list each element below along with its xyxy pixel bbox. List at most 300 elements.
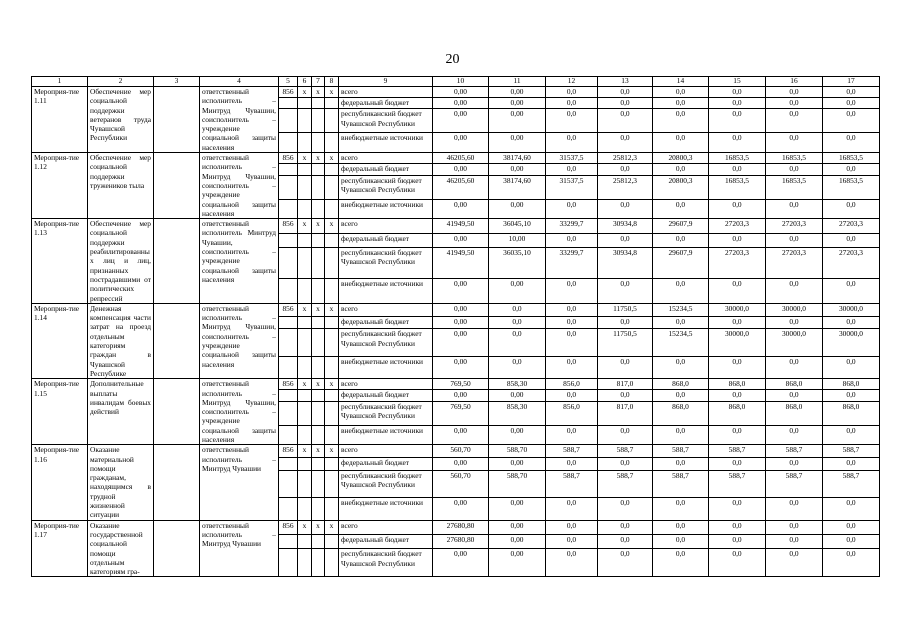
amount-cell: 41949,50	[433, 247, 489, 278]
amount-cell: 0,00	[433, 109, 489, 133]
amount-cell: 30000,0	[823, 303, 880, 316]
amount-cell: 46205,60	[433, 175, 489, 199]
amount-cell: 560,70	[433, 445, 489, 458]
amount-cell: 0,0	[766, 458, 823, 471]
amount-cell: 769,50	[433, 401, 489, 425]
empty-cell	[325, 164, 339, 175]
amount-cell: 0,0	[653, 278, 709, 303]
empty-cell	[154, 520, 200, 577]
amount-cell: 0,00	[489, 87, 546, 98]
amount-cell: 0,0	[598, 109, 653, 133]
funding-source: федеральный бюджет	[339, 458, 433, 471]
empty-cell	[279, 233, 298, 247]
amount-cell: 0,00	[489, 278, 546, 303]
amount-cell: 0,00	[433, 278, 489, 303]
amount-cell: 588,7	[546, 445, 598, 458]
empty-cell	[298, 98, 312, 109]
empty-cell	[312, 175, 325, 199]
amount-cell: 856,0	[546, 379, 598, 390]
amount-cell: 16853,5	[823, 153, 880, 164]
activity-id: Мероприя-тие 1.15	[32, 379, 88, 445]
empty-cell	[312, 470, 325, 497]
amount-cell: 0,0	[598, 498, 653, 520]
empty-cell	[279, 458, 298, 471]
amount-cell: 16853,5	[766, 153, 823, 164]
empty-cell	[325, 199, 339, 219]
amount-cell: 588,7	[546, 470, 598, 497]
amount-cell: 46205,60	[433, 153, 489, 164]
amount-cell: 588,7	[598, 470, 653, 497]
amount-cell: 27680,80	[433, 520, 489, 534]
amount-cell: 15234,5	[653, 303, 709, 316]
amount-cell: 588,7	[766, 470, 823, 497]
amount-cell: 11750,5	[598, 303, 653, 316]
amount-cell: 0,00	[489, 133, 546, 153]
amount-cell: 0,00	[433, 164, 489, 175]
amount-cell: 0,0	[546, 133, 598, 153]
funding-source: внебюджетные источники	[339, 498, 433, 520]
activity-name: Оказание материальной помощи гражданам, находящимся в трудной жизненной ситуации	[88, 445, 154, 520]
funding-source: республиканский бюджет Чувашской Республики	[339, 247, 433, 278]
amount-cell: 0,0	[709, 109, 766, 133]
empty-cell	[279, 199, 298, 219]
amount-cell: 0,0	[598, 390, 653, 401]
amount-cell: 0,0	[546, 199, 598, 219]
header-row	[32, 77, 880, 87]
x-mark: x	[312, 379, 325, 390]
empty-cell	[312, 109, 325, 133]
funding-source: всего	[339, 520, 433, 534]
amount-cell: 0,0	[823, 498, 880, 520]
empty-cell	[312, 133, 325, 153]
empty-cell	[325, 329, 339, 356]
amount-cell: 27203,3	[823, 219, 880, 233]
funding-source: федеральный бюджет	[339, 535, 433, 549]
amount-cell: 0,0	[546, 535, 598, 549]
column-header-11: 11	[489, 77, 546, 87]
activity-id: Мероприя-тие 1.11	[32, 87, 88, 153]
amount-cell: 0,0	[598, 98, 653, 109]
budget-code: 856	[279, 87, 298, 98]
empty-cell	[279, 109, 298, 133]
amount-cell: 31537,5	[546, 153, 598, 164]
amount-cell: 858,30	[489, 379, 546, 390]
empty-cell	[325, 98, 339, 109]
x-mark: x	[298, 219, 312, 233]
amount-cell: 0,0	[546, 425, 598, 445]
amount-cell: 0,0	[546, 520, 598, 534]
amount-cell: 769,50	[433, 379, 489, 390]
x-mark: x	[298, 303, 312, 316]
empty-cell	[279, 535, 298, 549]
amount-cell: 0,0	[766, 199, 823, 219]
funding-source: республиканский бюджет Чувашской Республики	[339, 549, 433, 577]
column-header-14: 14	[653, 77, 709, 87]
amount-cell: 0,0	[598, 278, 653, 303]
amount-cell: 0,0	[598, 458, 653, 471]
amount-cell: 0,0	[598, 87, 653, 98]
amount-cell: 0,0	[653, 535, 709, 549]
amount-cell: 20800,3	[653, 153, 709, 164]
amount-cell: 0,0	[766, 549, 823, 577]
empty-cell	[298, 329, 312, 356]
empty-cell	[325, 425, 339, 445]
amount-cell: 0,0	[546, 329, 598, 356]
amount-cell: 0,0	[653, 498, 709, 520]
amount-cell: 0,0	[766, 356, 823, 378]
amount-cell: 0,0	[766, 133, 823, 153]
amount-cell: 0,0	[766, 520, 823, 534]
amount-cell: 0,0	[709, 356, 766, 378]
amount-cell: 27203,3	[709, 247, 766, 278]
amount-cell: 30934,8	[598, 219, 653, 233]
empty-cell	[154, 87, 200, 153]
amount-cell: 0,0	[709, 199, 766, 219]
executor: ответственный исполнитель – Минтруд Чувашии, соисполнитель – учреждение социальной защиты населения	[200, 379, 279, 445]
amount-cell: 0,0	[546, 164, 598, 175]
amount-cell: 0,0	[709, 549, 766, 577]
x-mark: x	[312, 153, 325, 164]
amount-cell: 0,0	[598, 535, 653, 549]
executor: ответственный исполнитель – Минтруд Чувашии	[200, 445, 279, 520]
amount-cell: 0,0	[823, 133, 880, 153]
amount-cell: 0,0	[766, 316, 823, 329]
empty-cell	[298, 425, 312, 445]
column-header-7: 7	[312, 77, 325, 87]
amount-cell: 0,00	[433, 87, 489, 98]
column-header-17: 17	[823, 77, 880, 87]
amount-cell: 588,7	[709, 470, 766, 497]
empty-cell	[279, 498, 298, 520]
empty-cell	[298, 233, 312, 247]
amount-cell: 588,7	[709, 445, 766, 458]
amount-cell: 868,0	[823, 379, 880, 390]
funding-source: федеральный бюджет	[339, 316, 433, 329]
empty-cell	[325, 470, 339, 497]
activity-name: Денежная компенсация части затрат на проезд отдельным категориям граждан в Чувашской Республике	[88, 303, 154, 378]
amount-cell: 0,0	[653, 164, 709, 175]
amount-cell: 0,0	[709, 278, 766, 303]
activity-name: Дополнительные выплаты инвалидам боевых действий	[88, 379, 154, 445]
empty-cell	[298, 549, 312, 577]
table-row	[32, 379, 880, 390]
empty-cell	[298, 278, 312, 303]
empty-cell	[325, 175, 339, 199]
amount-cell: 36035,10	[489, 247, 546, 278]
column-header-4: 4	[200, 77, 279, 87]
budget-code: 856	[279, 379, 298, 390]
empty-cell	[298, 175, 312, 199]
amount-cell: 29607,9	[653, 219, 709, 233]
x-mark: x	[325, 153, 339, 164]
amount-cell: 0,0	[546, 356, 598, 378]
empty-cell	[298, 109, 312, 133]
column-header-13: 13	[598, 77, 653, 87]
funding-source: всего	[339, 219, 433, 233]
x-mark: x	[298, 87, 312, 98]
funding-source: всего	[339, 445, 433, 458]
amount-cell: 0,0	[598, 233, 653, 247]
empty-cell	[298, 356, 312, 378]
x-mark: x	[298, 153, 312, 164]
table-row	[32, 520, 880, 534]
funding-source: внебюджетные источники	[339, 133, 433, 153]
funding-source: республиканский бюджет Чувашской Республики	[339, 109, 433, 133]
empty-cell	[298, 316, 312, 329]
amount-cell: 41949,50	[433, 219, 489, 233]
column-header-10: 10	[433, 77, 489, 87]
column-header-6: 6	[298, 77, 312, 87]
empty-cell	[325, 549, 339, 577]
funding-source: внебюджетные источники	[339, 199, 433, 219]
amount-cell: 0,00	[489, 164, 546, 175]
empty-cell	[312, 329, 325, 356]
amount-cell: 0,0	[653, 356, 709, 378]
amount-cell: 0,0	[546, 98, 598, 109]
amount-cell: 0,00	[433, 425, 489, 445]
empty-cell	[325, 233, 339, 247]
amount-cell: 0,0	[546, 87, 598, 98]
amount-cell: 0,0	[546, 549, 598, 577]
x-mark: x	[312, 445, 325, 458]
amount-cell: 0,0	[823, 549, 880, 577]
amount-cell: 33299,7	[546, 219, 598, 233]
empty-cell	[298, 133, 312, 153]
amount-cell: 16853,5	[766, 175, 823, 199]
amount-cell: 0,0	[823, 425, 880, 445]
amount-cell: 817,0	[598, 379, 653, 390]
x-mark: x	[325, 303, 339, 316]
amount-cell: 27680,80	[433, 535, 489, 549]
empty-cell	[279, 549, 298, 577]
empty-cell	[279, 356, 298, 378]
funding-source: всего	[339, 153, 433, 164]
empty-cell	[312, 164, 325, 175]
activity-name: Обеспечение мер социальной поддержки тружеников тыла	[88, 153, 154, 219]
empty-cell	[298, 199, 312, 219]
amount-cell: 0,00	[433, 356, 489, 378]
budget-code: 856	[279, 520, 298, 534]
empty-cell	[298, 390, 312, 401]
amount-cell: 0,0	[598, 549, 653, 577]
table-row	[32, 303, 880, 316]
x-mark: x	[325, 520, 339, 534]
amount-cell: 868,0	[653, 379, 709, 390]
amount-cell: 868,0	[823, 401, 880, 425]
amount-cell: 29607,9	[653, 247, 709, 278]
amount-cell: 0,0	[709, 133, 766, 153]
column-header-9: 9	[339, 77, 433, 87]
amount-cell: 0,0	[653, 98, 709, 109]
amount-cell: 0,0	[709, 520, 766, 534]
amount-cell: 0,0	[709, 87, 766, 98]
funding-source: внебюджетные источники	[339, 356, 433, 378]
executor: ответственный исполнитель Минтруд Чувашии, соисполнитель – учреждение социальной защиты населения	[200, 219, 279, 304]
amount-cell: 0,0	[489, 303, 546, 316]
amount-cell: 588,70	[489, 445, 546, 458]
empty-cell	[298, 470, 312, 497]
amount-cell: 0,0	[489, 356, 546, 378]
empty-cell	[298, 401, 312, 425]
table-row	[32, 219, 880, 233]
table-row	[32, 445, 880, 458]
amount-cell: 0,0	[653, 425, 709, 445]
amount-cell: 868,0	[709, 379, 766, 390]
empty-cell	[312, 390, 325, 401]
amount-cell: 30000,0	[709, 303, 766, 316]
activity-name: Обеспечение мер социальной поддержки реабилитированных лиц и лиц, признанных пострадавшими от политических репрессий	[88, 219, 154, 304]
amount-cell: 0,0	[546, 390, 598, 401]
amount-cell: 868,0	[653, 401, 709, 425]
activity-name: Обеспечение мер социальной поддержки ветеранов труда Чувашской Республики	[88, 87, 154, 153]
amount-cell: 33299,7	[546, 247, 598, 278]
amount-cell: 0,00	[489, 498, 546, 520]
amount-cell: 0,00	[433, 233, 489, 247]
amount-cell: 0,0	[823, 278, 880, 303]
amount-cell: 0,0	[823, 535, 880, 549]
activity-id: Мероприя-тие 1.13	[32, 219, 88, 304]
column-header-15: 15	[709, 77, 766, 87]
amount-cell: 0,0	[823, 458, 880, 471]
activity-id: Мероприя-тие 1.12	[32, 153, 88, 219]
amount-cell: 817,0	[598, 401, 653, 425]
amount-cell: 588,7	[766, 445, 823, 458]
x-mark: x	[325, 379, 339, 390]
empty-cell	[325, 316, 339, 329]
executor: ответственный исполнитель – Минтруд Чувашии, соисполнитель – учреждение социальной защиты населения	[200, 153, 279, 219]
empty-cell	[312, 316, 325, 329]
empty-cell	[312, 458, 325, 471]
empty-cell	[298, 164, 312, 175]
amount-cell: 0,0	[709, 164, 766, 175]
empty-cell	[312, 247, 325, 278]
amount-cell: 0,0	[653, 316, 709, 329]
empty-cell	[325, 247, 339, 278]
budget-code: 856	[279, 303, 298, 316]
empty-cell	[279, 98, 298, 109]
empty-cell	[279, 278, 298, 303]
column-header-12: 12	[546, 77, 598, 87]
amount-cell: 0,0	[766, 535, 823, 549]
empty-cell	[312, 199, 325, 219]
amount-cell: 0,0	[823, 109, 880, 133]
amount-cell: 0,00	[489, 98, 546, 109]
amount-cell: 0,0	[823, 356, 880, 378]
amount-cell: 588,70	[489, 470, 546, 497]
x-mark: x	[298, 520, 312, 534]
column-header-5: 5	[279, 77, 298, 87]
empty-cell	[312, 233, 325, 247]
amount-cell: 0,0	[823, 87, 880, 98]
empty-cell	[325, 535, 339, 549]
amount-cell: 0,0	[766, 425, 823, 445]
x-mark: x	[325, 87, 339, 98]
amount-cell: 0,0	[546, 109, 598, 133]
funding-source: внебюджетные источники	[339, 278, 433, 303]
amount-cell: 858,30	[489, 401, 546, 425]
amount-cell: 27203,3	[823, 247, 880, 278]
funding-source: всего	[339, 303, 433, 316]
amount-cell: 0,0	[766, 233, 823, 247]
amount-cell: 0,00	[433, 329, 489, 356]
funding-source: федеральный бюджет	[339, 390, 433, 401]
budget-code: 856	[279, 445, 298, 458]
amount-cell: 0,0	[653, 87, 709, 98]
x-mark: x	[298, 445, 312, 458]
empty-cell	[154, 153, 200, 219]
empty-cell	[154, 303, 200, 378]
empty-cell	[325, 278, 339, 303]
x-mark: x	[312, 219, 325, 233]
empty-cell	[279, 164, 298, 175]
amount-cell: 0,0	[653, 390, 709, 401]
amount-cell: 27203,3	[766, 219, 823, 233]
amount-cell: 0,00	[489, 199, 546, 219]
funding-source: федеральный бюджет	[339, 233, 433, 247]
amount-cell: 0,0	[709, 498, 766, 520]
amount-cell: 0,0	[766, 109, 823, 133]
funding-source: республиканский бюджет Чувашской Республики	[339, 329, 433, 356]
amount-cell: 588,7	[598, 445, 653, 458]
empty-cell	[298, 458, 312, 471]
amount-cell: 27203,3	[709, 219, 766, 233]
amount-cell: 0,0	[823, 233, 880, 247]
empty-cell	[279, 425, 298, 445]
amount-cell: 0,0	[823, 98, 880, 109]
column-header-1: 1	[32, 77, 88, 87]
empty-cell	[325, 458, 339, 471]
amount-cell: 0,0	[546, 498, 598, 520]
activity-id: Мероприя-тие 1.17	[32, 520, 88, 577]
empty-cell	[154, 219, 200, 304]
amount-cell: 0,0	[598, 425, 653, 445]
amount-cell: 868,0	[709, 401, 766, 425]
amount-cell: 0,0	[823, 199, 880, 219]
column-header-16: 16	[766, 77, 823, 87]
amount-cell: 0,00	[433, 133, 489, 153]
amount-cell: 588,7	[823, 445, 880, 458]
amount-cell: 0,0	[653, 549, 709, 577]
executor: ответственный исполнитель – Минтруд Чувашии, соисполнитель – учреждение социальной защиты населения	[200, 303, 279, 378]
amount-cell: 25812,3	[598, 175, 653, 199]
funding-source: всего	[339, 87, 433, 98]
amount-cell: 0,0	[653, 199, 709, 219]
empty-cell	[279, 316, 298, 329]
amount-cell: 0,0	[709, 316, 766, 329]
amount-cell: 0,0	[709, 98, 766, 109]
column-header-8: 8	[325, 77, 339, 87]
amount-cell: 0,00	[489, 109, 546, 133]
amount-cell: 588,7	[653, 445, 709, 458]
amount-cell: 868,0	[766, 379, 823, 390]
amount-cell: 0,00	[489, 458, 546, 471]
funding-source: республиканский бюджет Чувашской Республики	[339, 401, 433, 425]
x-mark: x	[312, 303, 325, 316]
amount-cell: 0,00	[433, 316, 489, 329]
amount-cell: 27203,3	[766, 247, 823, 278]
empty-cell	[279, 401, 298, 425]
amount-cell: 0,00	[433, 98, 489, 109]
amount-cell: 0,00	[489, 425, 546, 445]
empty-cell	[312, 498, 325, 520]
amount-cell: 0,00	[433, 303, 489, 316]
amount-cell: 30934,8	[598, 247, 653, 278]
funding-source: республиканский бюджет Чувашской Республики	[339, 175, 433, 199]
amount-cell: 0,0	[546, 458, 598, 471]
funding-source: федеральный бюджет	[339, 98, 433, 109]
activity-id: Мероприя-тие 1.14	[32, 303, 88, 378]
amount-cell: 10,00	[489, 233, 546, 247]
